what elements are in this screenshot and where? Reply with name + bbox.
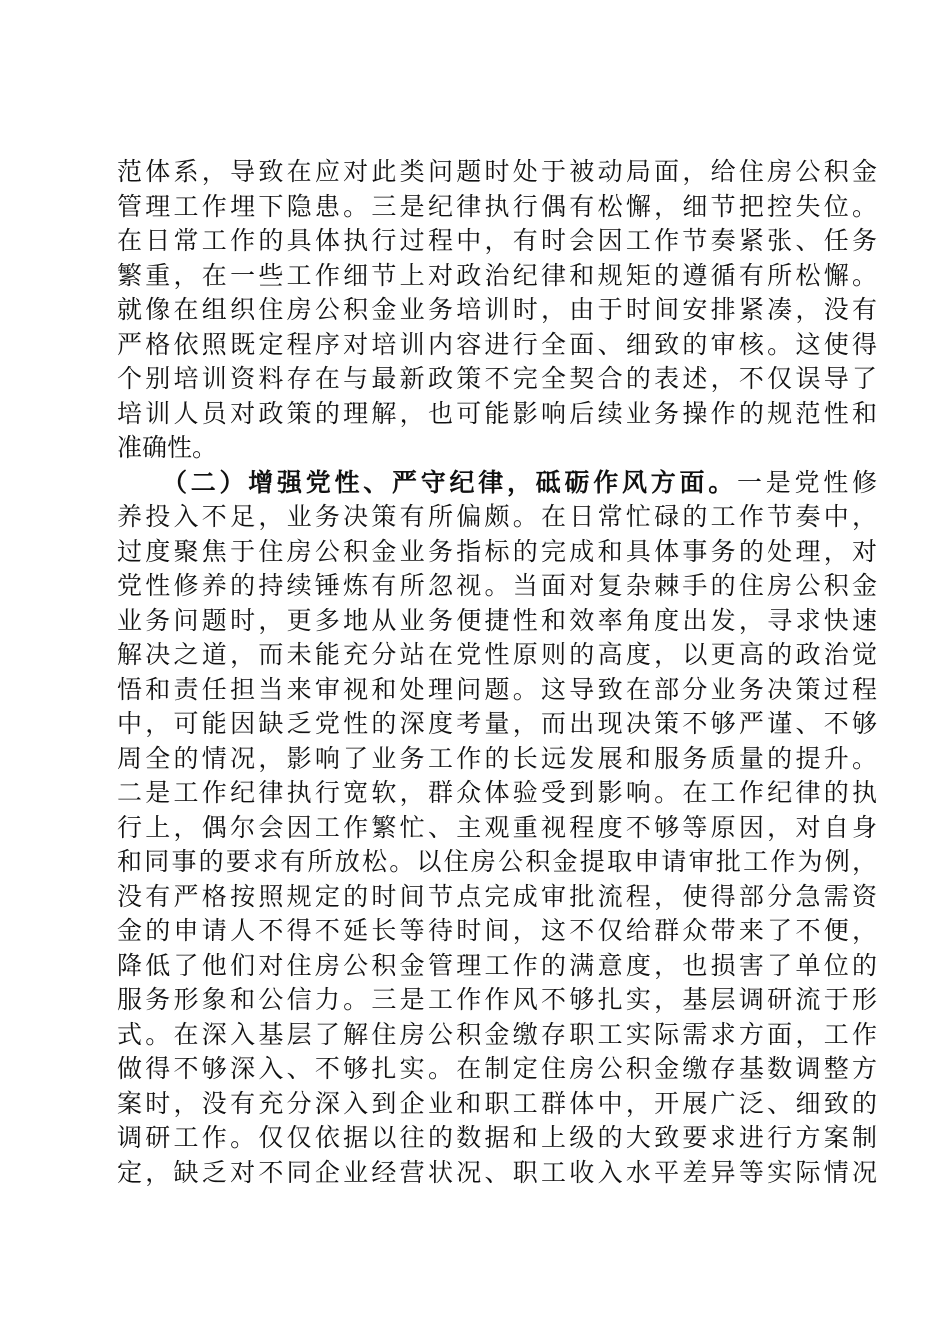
text-line: 调研工作。仅仅依据以往的数据和上级的大致要求进行方案制 bbox=[117, 1123, 877, 1152]
document-body bbox=[117, 155, 877, 1190]
text-line: 繁重，在一些工作细节上对政治纪律和规矩的遵循有所松懈。 bbox=[117, 260, 877, 290]
heading-continuation: 一是党性修 bbox=[736, 467, 877, 497]
text-line: 范体系，导致在应对此类问题时处于被动局面，给住房公积金 bbox=[117, 157, 877, 186]
text-line: 金的申请人不得不延长等待时间，这不仅给群众带来了不便， bbox=[117, 916, 877, 945]
text-line: 二是工作纪律执行宽软，群众体验受到影响。在工作纪律的执 bbox=[117, 778, 877, 807]
text-line: 定，缺乏对不同企业经营状况、职工收入水平差异等实际情况 bbox=[117, 1157, 877, 1187]
text-line: 降低了他们对住房公积金管理工作的满意度，也损害了单位的 bbox=[117, 950, 877, 980]
text-line: 和同事的要求有所放松。以住房公积金提取申请审批工作为例， bbox=[117, 847, 877, 876]
text-line: 个别培训资料存在与最新政策不完全契合的表述，不仅误导了 bbox=[117, 364, 877, 393]
text-line: 服务形象和公信力。三是工作作风不够扎实，基层调研流于形 bbox=[117, 985, 877, 1014]
section-heading-line bbox=[117, 466, 877, 501]
text-line: 做得不够深入、不够扎实。在制定住房公积金缴存基数调整方 bbox=[117, 1054, 877, 1083]
paragraph-end-line: 准确性。 bbox=[117, 433, 218, 462]
text-line: 业务问题时，更多地从业务便捷性和效率角度出发，寻求快速 bbox=[117, 605, 877, 635]
text-line: 行上，偶尔会因工作繁忙、主观重视程度不够等原因，对自身 bbox=[117, 812, 877, 842]
text-line: 在日常工作的具体执行过程中，有时会因工作节奏紧张、任务 bbox=[117, 226, 877, 255]
text-line: 解决之道，而未能充分站在党性原则的高度，以更高的政治觉 bbox=[117, 640, 877, 669]
text-line: 式。在深入基层了解住房公积金缴存职工实际需求方面，工作 bbox=[117, 1019, 877, 1049]
text-line: 没有严格按照规定的时间节点完成审批流程，使得部分急需资 bbox=[117, 881, 877, 911]
text-line: 党性修养的持续锤炼有所忽视。当面对复杂棘手的住房公积金 bbox=[117, 571, 877, 600]
text-line: 周全的情况，影响了业务工作的长远发展和服务质量的提升。 bbox=[117, 743, 877, 773]
text-line: 悟和责任担当来审视和处理问题。这导致在部分业务决策过程 bbox=[117, 674, 877, 704]
text-line: 管理工作埋下隐患。三是纪律执行偶有松懈，细节把控失位。 bbox=[117, 191, 877, 221]
text-line: 养投入不足，业务决策有所偏颇。在日常忙碌的工作节奏中， bbox=[117, 502, 877, 531]
text-line: 就像在组织住房公积金业务培训时，由于时间安排紧凑，没有 bbox=[117, 295, 877, 324]
heading-indent bbox=[117, 468, 175, 497]
section-heading: （二）增强党性、严守纪律，砥砺作风方面。 bbox=[174, 467, 737, 497]
text-line: 培训人员对政策的理解，也可能影响后续业务操作的规范性和 bbox=[117, 398, 877, 428]
text-line: 案时，没有充分深入到企业和职工群体中，开展广泛、细致的 bbox=[117, 1088, 877, 1118]
text-line: 过度聚焦于住房公积金业务指标的完成和具体事务的处理，对 bbox=[117, 536, 877, 566]
text-line: 中，可能因缺乏党性的深度考量，而出现决策不够严谨、不够 bbox=[117, 709, 877, 738]
text-line: 严格依照既定程序对培训内容进行全面、细致的审核。这使得 bbox=[117, 329, 877, 359]
